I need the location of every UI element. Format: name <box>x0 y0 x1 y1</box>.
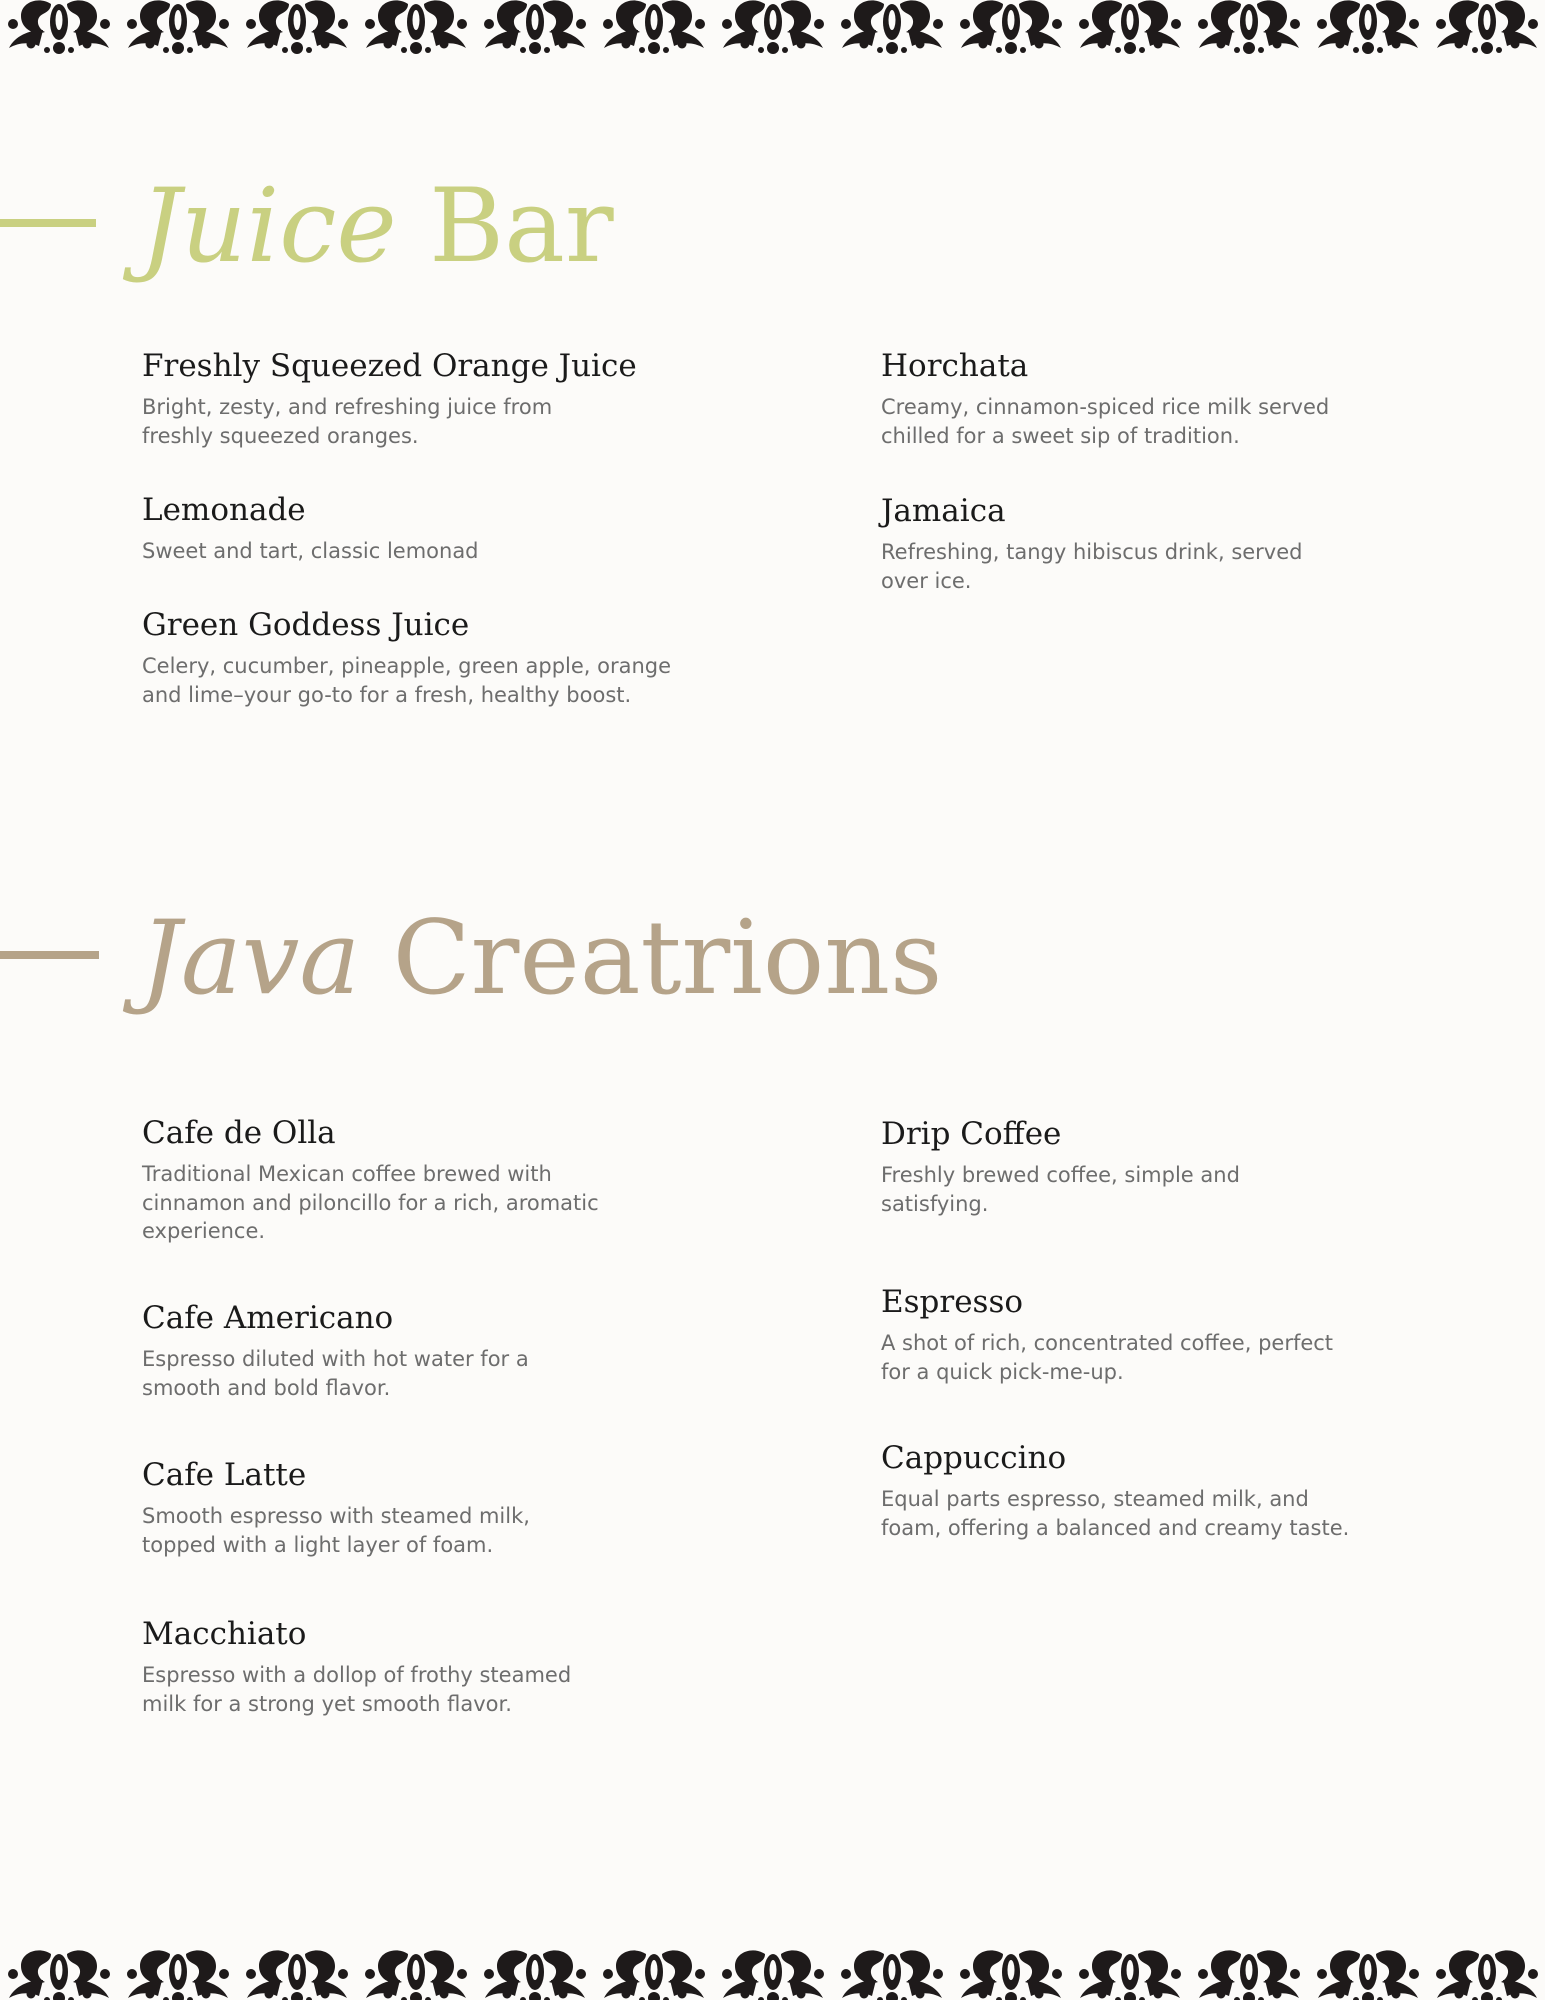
menu-item-description: Traditional Mexican coffee brewed with cinnamon and piloncillo for a rich, aromatic experience. <box>142 1162 599 1243</box>
java-creations-title-rest: Creatrions <box>360 899 943 1018</box>
menu-item-description: Espresso diluted with hot water for a smooth and bold flavor. <box>142 1347 529 1400</box>
juice-bar-accent-rule <box>0 219 96 227</box>
juice-bar-title-rest: Bar <box>396 167 614 286</box>
menu-item-cafe-americano <box>142 1300 702 1402</box>
java-creations-accent-rule <box>0 951 99 959</box>
menu-item-name: Espresso <box>881 1284 1024 1320</box>
menu-item-name: Green Goddess Juice <box>142 607 470 643</box>
menu-item-name: Cappuccino <box>881 1440 1067 1476</box>
menu-item-description: Celery, cucumber, pineapple, green apple, orange and lime–your go-to for a fresh, healthy boost. <box>142 654 672 707</box>
menu-item-orange-juice <box>142 348 702 450</box>
java-creations-title <box>140 899 943 1018</box>
top-damask-border <box>0 0 1545 60</box>
menu-item-lemonade <box>142 492 702 566</box>
menu-item-green-goddess-juice <box>142 607 702 709</box>
menu-item-description: Equal parts espresso, steamed milk, and foam, offering a balanced and creamy taste. <box>881 1487 1350 1540</box>
menu-item-jamaica <box>881 493 1441 595</box>
juice-bar-title-italic: Juice <box>140 167 397 286</box>
menu-item-description: Smooth espresso with steamed milk, topped with a light layer of foam. <box>142 1504 530 1557</box>
menu-item-name: Horchata <box>881 348 1029 384</box>
menu-item-cappuccino <box>881 1440 1441 1542</box>
menu-item-name: Macchiato <box>142 1616 307 1652</box>
menu-item-description: Freshly brewed coffee, simple and satisfying. <box>881 1163 1240 1216</box>
java-creations-title-italic: Java <box>140 899 361 1018</box>
menu-item-description: Bright, zesty, and refreshing juice from freshly squeezed oranges. <box>142 395 553 448</box>
menu-item-name: Freshly Squeezed Orange Juice <box>142 348 637 384</box>
menu-item-horchata <box>881 348 1441 450</box>
bottom-damask-border <box>0 1940 1545 2000</box>
menu-item-name: Drip Coffee <box>881 1116 1062 1152</box>
menu-item-description: Refreshing, tangy hibiscus drink, served over ice. <box>881 540 1303 593</box>
menu-item-description: Sweet and tart, classic lemonad <box>142 539 479 563</box>
menu-item-description: Espresso with a dollop of frothy steamed milk for a strong yet smooth flavor. <box>142 1663 572 1716</box>
menu-item-name: Jamaica <box>881 493 1006 529</box>
menu-item-name: Cafe Americano <box>142 1300 394 1336</box>
juice-bar-title <box>140 167 614 286</box>
menu-item-cafe-latte <box>142 1457 702 1559</box>
menu-item-macchiato <box>142 1616 702 1718</box>
damask-motif-row <box>8 0 1538 54</box>
menu-item-drip-coffee <box>881 1116 1441 1218</box>
menu-item-description: A shot of rich, concentrated coffee, perfect for a quick pick-me-up. <box>881 1331 1334 1384</box>
menu-item-name: Lemonade <box>142 492 306 528</box>
damask-motif-row <box>8 1950 1538 2000</box>
menu-item-espresso <box>881 1284 1441 1386</box>
menu-item-name: Cafe de Olla <box>142 1115 336 1151</box>
menu-item-description: Creamy, cinnamon-spiced rice milk served chilled for a sweet sip of tradition. <box>881 395 1330 448</box>
menu-item-cafe-de-olla <box>142 1115 702 1246</box>
menu-item-name: Cafe Latte <box>142 1457 307 1493</box>
